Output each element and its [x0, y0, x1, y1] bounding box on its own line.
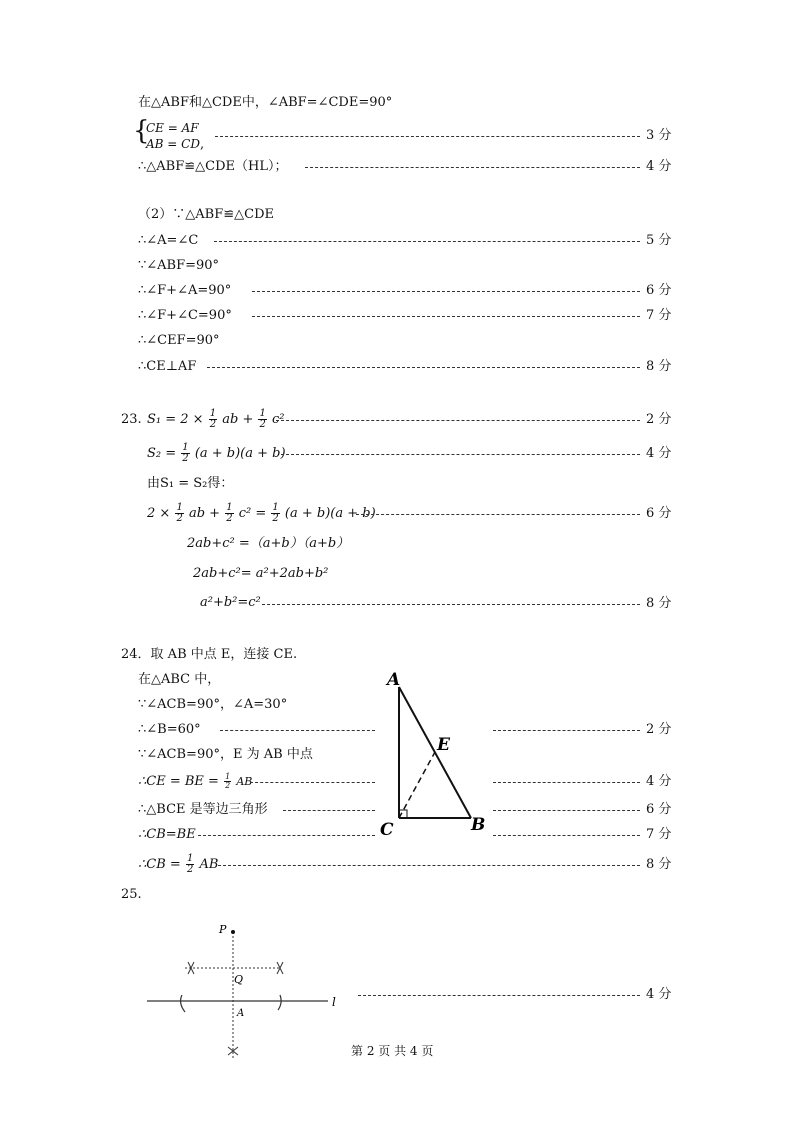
- score-3: 3 分: [646, 128, 672, 143]
- label-e: E: [437, 735, 450, 755]
- s23-eq-part: c² =: [238, 506, 267, 521]
- s23-eq-part: (a + b)(a + b): [284, 506, 376, 521]
- score-4: 4 分: [646, 774, 672, 789]
- s22-line-given: 在△ABF和△CDE中，∠ABF=∠CDE=90°: [138, 95, 393, 110]
- fraction-num: 1: [225, 772, 231, 781]
- score-leader: [262, 604, 640, 605]
- fraction-half: [271, 503, 279, 524]
- s24-line-cb-be: ∴CB=BE: [138, 827, 196, 842]
- s24-line-in-abc: 在△ABC 中，: [138, 672, 221, 687]
- fraction-num: 1: [182, 442, 189, 453]
- score-leader: [493, 730, 640, 731]
- s22-line-perp: ∴CE⊥AF: [138, 359, 197, 374]
- s22-line-abf90: ∵∠ABF=90°: [138, 258, 220, 273]
- s22-system-eq1: CE = AF: [146, 121, 199, 135]
- fraction-num: 1: [186, 853, 194, 864]
- fraction-half: [175, 503, 183, 524]
- fraction-half: [209, 409, 217, 430]
- fraction-den: 2: [226, 513, 233, 524]
- s24-line-midpoint: ∵∠ACB=90°，E 为 AB 中点: [138, 747, 313, 762]
- arc-left: [181, 995, 185, 1012]
- score-6: 6 分: [646, 802, 672, 817]
- point-p: [231, 930, 235, 934]
- fraction-half: [224, 773, 231, 790]
- fraction-den: 2: [182, 453, 189, 464]
- s23-line-expand1: 2ab+c² =（a+b）（a+b）: [187, 536, 350, 551]
- score-leader: [214, 241, 640, 242]
- s24-line-ce-be: [138, 770, 252, 794]
- score-4: 4 分: [646, 159, 672, 174]
- score-leader: [215, 136, 640, 137]
- score-leader: [493, 782, 640, 783]
- label-a: A: [387, 670, 401, 690]
- s24-line-b60: ∴∠B=60°: [138, 722, 201, 737]
- score-leader: [218, 865, 640, 866]
- score-leader: [220, 730, 375, 731]
- score-8: 8 分: [646, 596, 672, 611]
- score-leader: [252, 316, 640, 317]
- fraction-num: 1: [176, 502, 183, 513]
- score-leader: [281, 454, 640, 455]
- score-leader: [493, 835, 640, 836]
- score-8: 8 分: [646, 857, 672, 872]
- s23-s1-part: c²: [272, 412, 285, 427]
- s23-number: 23.: [121, 412, 142, 427]
- score-leader: [358, 995, 640, 996]
- s24-header: 24．取 AB 中点 E，连接 CE.: [121, 647, 298, 662]
- s23-line-given: 由S₁ = S₂得：: [147, 476, 234, 491]
- s24-cb-part: ∴CB =: [138, 857, 181, 872]
- s22-system-comma: ,: [200, 137, 205, 152]
- s22-line-fc90: ∴∠F+∠C=90°: [138, 308, 232, 323]
- score-8: 8 分: [646, 359, 672, 374]
- label-a-point: A: [237, 1008, 245, 1019]
- score-leader: [305, 167, 640, 168]
- score-leader: [283, 810, 375, 811]
- arc-right: [278, 995, 281, 1010]
- fraction-den: 2: [272, 513, 279, 524]
- score-4: 4 分: [646, 987, 672, 1002]
- system-brace: {: [133, 116, 150, 146]
- fraction-den: 2: [259, 419, 266, 430]
- s24-cb-part: AB: [199, 857, 219, 872]
- s23-line-result: a²+b²=c²: [200, 595, 261, 610]
- score-6: 6 分: [646, 506, 672, 521]
- label-b: B: [471, 815, 486, 835]
- fraction-num: 1: [272, 502, 279, 513]
- s22-line-angle-eq: ∴∠A=∠C: [138, 233, 199, 248]
- score-leader: [356, 514, 640, 515]
- score-leader: [198, 835, 375, 836]
- s22-line-fa90: ∴∠F+∠A=90°: [138, 283, 232, 298]
- s23-s2-part: (a + b)(a + b): [194, 446, 286, 461]
- score-leader: [250, 782, 375, 783]
- s24-line-given: ∵∠ACB=90°，∠A=30°: [138, 697, 288, 712]
- s23-equation: [147, 500, 376, 528]
- fraction-num: 1: [209, 408, 217, 419]
- s24-ce-part: ∴CE = BE =: [138, 774, 219, 789]
- fraction-den: 2: [176, 513, 183, 524]
- s23-line-expand2: 2ab+c²= a²+2ab+b²: [193, 566, 329, 581]
- fraction-half: [258, 409, 266, 430]
- s24-line-equilateral: ∴△BCE 是等边三角形: [138, 802, 268, 817]
- s22-part2: （2）∵△ABF≌△CDE: [138, 207, 274, 222]
- score-2: 2 分: [646, 412, 672, 427]
- label-c: C: [380, 820, 394, 840]
- label-l: l: [332, 995, 336, 1009]
- score-6: 6 分: [646, 283, 672, 298]
- s25-number: 25.: [121, 887, 142, 902]
- fraction-num: 1: [259, 408, 266, 419]
- score-7: 7 分: [646, 308, 672, 323]
- s22-line-congruent: ∴△ABF≌△CDE（HL）；: [138, 159, 288, 174]
- s23-s2-part: S₂ =: [147, 446, 177, 461]
- fraction-num: 1: [226, 502, 233, 513]
- score-leader: [276, 420, 640, 421]
- s24-ce-part: AB: [236, 775, 253, 788]
- label-q: Q: [234, 973, 244, 986]
- fraction-half: [181, 443, 189, 464]
- s22-system-eq2: AB = CD: [146, 137, 200, 151]
- segment-ce: [399, 752, 435, 818]
- s23-s1-part: S₁ = 2 ×: [147, 412, 204, 427]
- score-leader: [252, 291, 640, 292]
- s22-line-cef90: ∴∠CEF=90°: [138, 333, 220, 348]
- fraction-den: 2: [225, 781, 231, 790]
- triangle-figure: [375, 665, 495, 840]
- construction-figure: [140, 918, 350, 1063]
- score-4: 4 分: [646, 446, 672, 461]
- s23-eq-part: ab +: [188, 506, 221, 521]
- s24-line-cb-half: [138, 852, 218, 878]
- s23-s1-part: ab +: [222, 412, 254, 427]
- s23-eq-part: 2 ×: [147, 506, 171, 521]
- label-p: P: [219, 923, 227, 936]
- score-leader: [207, 367, 640, 368]
- s23-s1-formula: [147, 406, 285, 434]
- fraction-half: [225, 503, 233, 524]
- score-leader: [493, 810, 640, 811]
- page-footer: 第 2 页 共 4 页: [351, 1044, 434, 1058]
- score-5: 5 分: [646, 233, 672, 248]
- score-7: 7 分: [646, 827, 672, 842]
- fraction-den: 2: [186, 864, 194, 875]
- fraction-den: 2: [209, 419, 217, 430]
- score-2: 2 分: [646, 722, 672, 737]
- s23-s2-formula: [147, 440, 286, 468]
- fraction-half: [186, 854, 194, 875]
